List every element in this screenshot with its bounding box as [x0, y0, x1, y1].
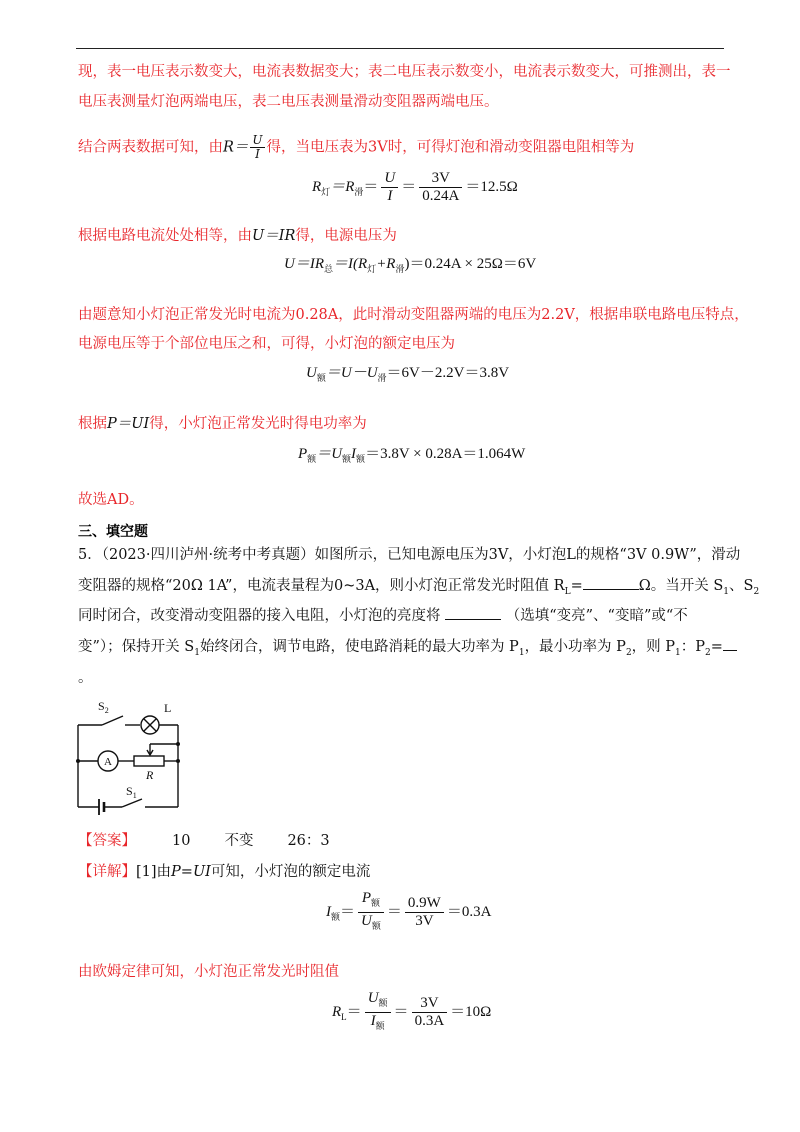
subscript: 1	[723, 586, 730, 597]
equation-resistance	[312, 170, 518, 205]
answer-3: 26：3	[287, 833, 330, 849]
header-rule	[76, 48, 724, 49]
equals: ＝	[393, 1003, 409, 1020]
subscript: 额	[375, 1021, 385, 1031]
denominator: I	[255, 147, 260, 161]
equation-voltage	[284, 252, 536, 275]
solution-line-6: 电源电压等于个部位电压之和，可得，小灯泡的额定电压为	[78, 336, 455, 352]
symbol: ＝U	[316, 446, 343, 462]
subscript: L	[564, 586, 571, 597]
circuit-diagram	[70, 692, 200, 822]
detail-line-2: 由欧姆定律可知，小灯泡正常发光时阻值	[78, 964, 339, 980]
subscript: 2	[705, 647, 711, 658]
formula: U＝IR	[252, 228, 296, 244]
text: ，则 P	[631, 639, 676, 655]
solution-line-5: 由题意知小灯泡正常发光时电流为0.28A，此时滑动变阻器两端的电压为2.2V，根据串联电路电压特点，	[78, 307, 749, 323]
equals: ＝	[401, 178, 417, 195]
text: [1]由	[136, 864, 172, 880]
switch1-label: $S_1$	[126, 784, 137, 800]
equals: ＝	[363, 178, 379, 195]
fraction	[412, 995, 448, 1030]
symbol: U	[361, 913, 372, 929]
answer-blank-2[interactable]	[445, 605, 501, 620]
text: =	[570, 578, 583, 594]
symbol: I	[326, 903, 331, 920]
subscript: 灯	[367, 264, 377, 274]
equation-rated-current	[326, 890, 491, 935]
detail-line-1	[78, 862, 370, 882]
result: ＝10Ω	[450, 1003, 492, 1020]
result: ＝0.3A	[446, 903, 492, 920]
subscript: 灯	[321, 186, 331, 197]
equation-power	[298, 442, 525, 465]
equation-rated-voltage	[306, 361, 509, 384]
subscript: 1	[675, 647, 681, 658]
numerator: U	[252, 133, 263, 147]
fraction	[381, 170, 398, 205]
subscript: 总	[324, 264, 334, 274]
equals: ＝	[346, 1003, 362, 1020]
text: 结合两表数据可知，由	[78, 139, 223, 156]
subscript: 额	[378, 998, 388, 1008]
subscript: 1	[194, 647, 200, 658]
numerator: 0.9W	[405, 895, 444, 913]
text: 变阻器的规格“20Ω 1A”，电流表量程为0~3A，则小灯泡正常发光时阻值 R	[78, 578, 565, 594]
numerator: 3V	[412, 995, 448, 1013]
question-line-1: 5．（2023·四川泸州·统考中考真题）如图所示，已知电源电压为3V，小灯泡L的规格“3V 0.9W”，滑动	[78, 547, 741, 563]
subscript: 额	[331, 911, 341, 922]
lamp-label: L	[164, 701, 172, 715]
switch2-label: $S_2$	[98, 699, 109, 715]
subscript: 滑	[354, 186, 364, 197]
text: =	[710, 639, 723, 655]
fraction	[405, 895, 444, 930]
text: 根据	[78, 416, 107, 432]
formula: P=UI	[171, 864, 211, 880]
fraction	[358, 890, 384, 935]
solution-line-2: 电压表测量灯泡两端电压，表二电压表测量滑动变阻器两端电压。	[78, 94, 499, 110]
text: ，最小功率为 P	[524, 639, 626, 655]
rheostat-label: R	[146, 768, 154, 782]
numerator: 3V	[419, 170, 462, 188]
formula: P＝UI	[107, 416, 150, 432]
text: 根据电路电流处处相等，由	[78, 228, 252, 244]
text: 得，电源电压为	[295, 228, 397, 244]
text: 得，当电压表为3V时，可得灯泡和滑动变阻器电阻相等为	[266, 139, 635, 156]
symbol: I	[370, 1013, 376, 1029]
answer-line	[78, 831, 330, 851]
section-heading: 三、填空题	[78, 524, 148, 540]
question-line-4	[78, 636, 737, 663]
answer-1: 10	[172, 833, 191, 849]
text: 变”）；保持开关 S	[78, 639, 195, 655]
denominator	[365, 1013, 391, 1035]
subscript: 滑	[395, 264, 405, 274]
numerator: U	[381, 170, 398, 188]
question-line-3	[78, 605, 688, 626]
subscript: 1	[518, 647, 525, 658]
fraction	[419, 170, 462, 205]
numerator	[365, 990, 391, 1013]
subscript: 额	[316, 373, 326, 383]
symbol: R	[332, 1003, 342, 1020]
symbol: U＝IR	[284, 256, 324, 272]
subscript: 额	[371, 898, 381, 908]
equation-lamp-resistance	[332, 990, 491, 1035]
solution-line-1: 现，表一电压表示数变大，电流表数据变大；表二电压表示数变小，电流表示数变大，可推测出，表一	[78, 64, 731, 80]
denominator: I	[387, 188, 393, 204]
subscript: 滑	[377, 373, 387, 383]
formula: R＝	[223, 139, 249, 156]
symbol: ＝I(R	[333, 256, 368, 272]
text: ：P	[680, 639, 706, 655]
subscript: 额	[371, 921, 381, 931]
subscript: 额	[342, 454, 352, 464]
symbol: P	[361, 890, 372, 906]
subscript: 2	[625, 647, 632, 658]
rheostat-icon	[134, 756, 164, 766]
denominator: 0.24A	[422, 188, 460, 204]
solution-line-8: 故选AD。	[78, 492, 144, 508]
symbol: ＝U－U	[325, 365, 378, 381]
text: 、S	[729, 578, 754, 594]
answer-blank-3[interactable]	[723, 636, 737, 651]
result: ＝3.8V × 0.28A＝1.064W	[365, 446, 526, 462]
text: （选填“变亮”、“变暗”或“不	[505, 608, 688, 624]
denominator	[358, 913, 384, 935]
text: 同时闭合，改变滑动变阻器的接入电阻，小灯泡的亮度将	[78, 608, 441, 624]
symbol: U	[306, 365, 317, 381]
text: 得，小灯泡正常发光时得电功率为	[149, 416, 367, 432]
subscript: L	[341, 1011, 347, 1022]
symbol: P	[298, 446, 308, 462]
numerator	[358, 890, 384, 913]
result: )＝0.24A × 25Ω＝6V	[404, 256, 537, 272]
solution-line-4	[78, 226, 397, 246]
symbol: U	[367, 990, 379, 1006]
equals: ＝	[386, 903, 402, 920]
symbol: ＝R	[330, 178, 355, 195]
denominator: 3V	[415, 913, 434, 929]
fraction	[250, 134, 264, 161]
denominator: 0.3A	[414, 1013, 445, 1029]
answer-blank-1[interactable]	[583, 575, 639, 590]
symbol: I	[351, 446, 357, 462]
subscript: 额	[356, 454, 366, 464]
fraction	[365, 990, 391, 1035]
solution-line-3	[78, 134, 634, 161]
symbol: R	[312, 178, 322, 195]
result: ＝12.5Ω	[465, 178, 518, 195]
question-line-5: 。	[78, 670, 93, 686]
text: Ω。当开关 S	[638, 578, 724, 594]
result: ＝6V－2.2V＝3.8V	[386, 365, 510, 381]
ammeter-label: A	[104, 756, 112, 768]
text: 始终闭合，调节电路，使电路消耗的最大功率为 P	[199, 639, 519, 655]
symbol: +R	[376, 256, 396, 272]
question-line-2	[78, 575, 759, 602]
equals: ＝	[340, 903, 356, 920]
answer-tag: 【答案】	[78, 833, 136, 849]
detail-tag: 【详解】	[78, 864, 136, 880]
answer-2: 不变	[224, 833, 254, 849]
solution-line-7	[78, 414, 367, 434]
subscript: 额	[307, 454, 317, 464]
text: 可知，小灯泡的额定电流	[210, 864, 371, 880]
subscript: 2	[753, 586, 760, 597]
